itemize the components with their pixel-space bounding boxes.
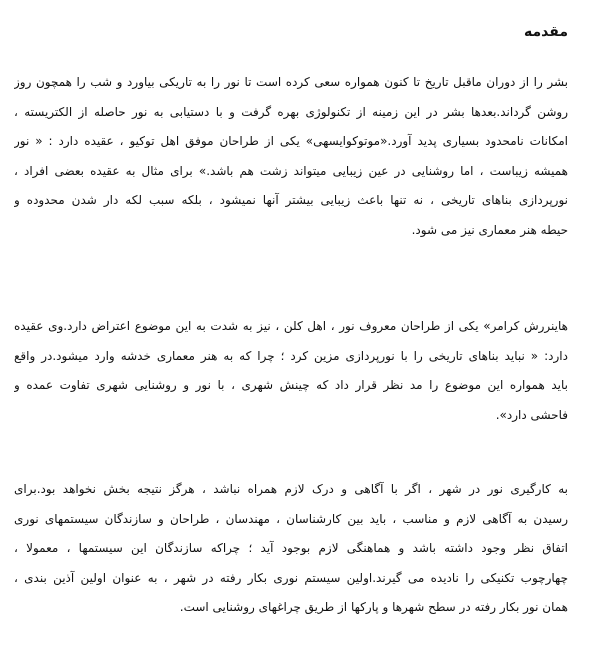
text-line: همان نور بکار رفته در سطح شهرها و پارکها از طریق چراغهای روشنایی است. [179,600,568,614]
text-line: روشن گرداند.بعدها بشر در این زمینه از تکنولوژی بهره گرفت و با دستیابی به نور حاصله از الکتریسته ، [14,104,568,119]
text-line: چهارچوب تکنیکی را نادیده می گیرند.اولین سیستم نوری بکار رفته در شهر ، به عنوان اولین آذین بندی ، [14,570,568,585]
text-line: فاحشی دارد». [495,407,568,422]
text-line: حیطه هنر معماری نیز می شود. [411,222,568,237]
text-line: باید همواره این موضوع را مد نظر قرار داد که چینش شهری ، با نور و روشنایی شهری تفاوت عمده و [14,378,568,392]
text-line: امکانات نامحدود بسیاری پدید آورد.«موتوکوایسهی» یکی از طراحان موفق اهل توکیو ، عقیده دارد : « نور [14,134,568,148]
text-line: دارد: « نباید بناهای تاریخی را با نورپردازی مزین کرد ؛ چرا که به هنر معماری خدشه وارد میشود.در واقع [14,348,568,363]
paragraph [14,68,568,245]
text-line: رسیدن به آگاهی لازم و مناسب ، باید بین کارشناسان ، مهندسان ، طراحان و سازندگان سیستمهای نوری [14,511,568,526]
text-line: همیشه زیباست ، اما روشنایی در عین زیبایی میتواند زشت هم باشد.» برای مثال به عقیده بعضی افراد ، [14,163,568,178]
text-line: بشر را از دوران ماقبل تاریخ تا کنون همواره سعی کرده است تا نور را به تاریکی بیاورد و شب را همچون روز [14,75,568,89]
text-line: نورپردازی بناهای تاریخی ، نه تنها باعث زیبایی بیشتر آنها نمیشود ، بلکه سبب لکه دار شدن محدوده و [14,193,568,207]
paragraph [14,475,568,623]
text-line: به کارگیری نور در شهر ، اگر با آگاهی و درک لازم همراه نباشد ، هرگز نتیجه بخش نخواهد بود.برای [14,482,568,496]
text-line: اتفاق نظر وجود داشته باشد و هماهنگی لازم بوجود آید ؛ چراکه سازندگان این سیستمها ، معمولا ، [14,541,568,555]
paragraph [14,312,568,430]
text-line: هاینررش کرامر» یکی از طراحان معروف نور ، اهل کلن ، نیز به شدت به این موضوع اعتراض دارد.وی عقیده [14,319,568,333]
section-heading: مقدمه [524,24,568,40]
